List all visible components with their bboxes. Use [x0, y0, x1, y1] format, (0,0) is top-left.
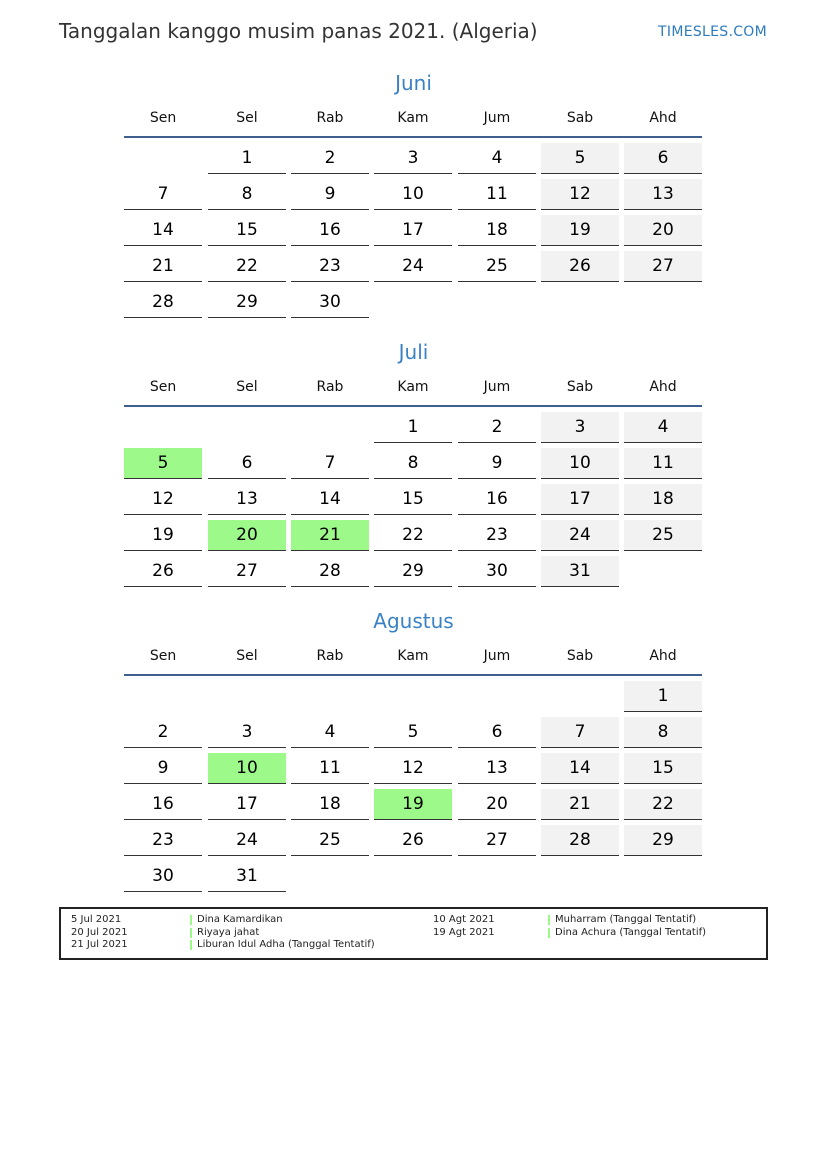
day-cell: 9	[458, 448, 536, 479]
day-cell: 16	[458, 484, 536, 515]
day-cell: 4	[291, 717, 369, 748]
day-cell: 23	[124, 825, 202, 856]
day-cell: 29	[374, 556, 452, 587]
weekday-header: Kam	[397, 110, 429, 126]
day-cell: 30	[291, 287, 369, 318]
day-cell: 1	[208, 143, 286, 174]
day-cell: 28	[541, 825, 619, 856]
day-cell: 20	[458, 789, 536, 820]
day-cell: 2	[458, 412, 536, 443]
brand-link[interactable]: TIMESLES.COM	[658, 24, 767, 40]
day-cell: 19	[541, 215, 619, 246]
day-cell: 27	[624, 251, 702, 282]
day-cell: 12	[374, 753, 452, 784]
day-cell: 13	[208, 484, 286, 515]
day-cell: 26	[124, 556, 202, 587]
day-cell: 13	[624, 179, 702, 210]
day-cell: 30	[124, 861, 202, 892]
day-cell: 19	[124, 520, 202, 551]
legend-date: 20 Jul 2021	[71, 927, 128, 938]
day-cell: 28	[291, 556, 369, 587]
weekday-header: Sel	[236, 110, 258, 126]
month-title: Juli	[398, 340, 429, 364]
weekday-header: Sen	[149, 110, 177, 126]
day-cell: 7	[124, 179, 202, 210]
day-cell: 6	[208, 448, 286, 479]
day-cell: 4	[458, 143, 536, 174]
day-cell: 28	[124, 287, 202, 318]
weekday-header: Sel	[236, 648, 258, 664]
legend-date: 19 Agt 2021	[433, 927, 495, 938]
month-title: Agustus	[373, 609, 454, 633]
legend-date: 5 Jul 2021	[71, 914, 122, 925]
weekday-header: Sab	[566, 379, 594, 395]
day-cell: 16	[124, 789, 202, 820]
day-cell: 25	[624, 520, 702, 551]
day-cell: 12	[541, 179, 619, 210]
day-cell: 10	[541, 448, 619, 479]
day-cell: 10	[208, 753, 286, 784]
header-rule	[124, 405, 702, 407]
day-cell: 22	[374, 520, 452, 551]
legend-date: 10 Agt 2021	[433, 914, 495, 925]
day-cell: 3	[208, 717, 286, 748]
legend-name: Riyaya jahat	[197, 927, 260, 938]
day-cell: 27	[458, 825, 536, 856]
legend-marker	[190, 928, 192, 938]
weekday-header: Sab	[566, 648, 594, 664]
day-cell: 9	[124, 753, 202, 784]
day-cell: 19	[374, 789, 452, 820]
day-cell: 23	[458, 520, 536, 551]
day-cell: 14	[541, 753, 619, 784]
day-cell: 14	[124, 215, 202, 246]
weekday-header: Ahd	[649, 379, 677, 395]
weekday-header: Ahd	[649, 110, 677, 126]
day-cell: 21	[124, 251, 202, 282]
day-cell: 16	[291, 215, 369, 246]
day-cell: 5	[374, 717, 452, 748]
legend-marker	[190, 940, 192, 950]
day-cell: 1	[374, 412, 452, 443]
weekday-header: Jum	[483, 648, 511, 664]
day-cell: 20	[624, 215, 702, 246]
day-cell: 17	[208, 789, 286, 820]
day-cell: 13	[458, 753, 536, 784]
legend-date: 21 Jul 2021	[71, 939, 128, 950]
day-cell: 3	[374, 143, 452, 174]
day-cell: 2	[124, 717, 202, 748]
day-cell: 24	[541, 520, 619, 551]
weekday-header: Sen	[149, 379, 177, 395]
day-cell: 30	[458, 556, 536, 587]
weekday-header: Kam	[397, 648, 429, 664]
day-cell: 7	[291, 448, 369, 479]
weekday-header: Sen	[149, 648, 177, 664]
day-cell: 6	[624, 143, 702, 174]
day-cell: 5	[541, 143, 619, 174]
day-cell: 25	[458, 251, 536, 282]
header-rule	[124, 674, 702, 676]
weekday-header: Rab	[316, 379, 344, 395]
weekday-header: Ahd	[649, 648, 677, 664]
day-cell: 11	[291, 753, 369, 784]
weekday-header: Sab	[566, 110, 594, 126]
month-title: Juni	[395, 71, 432, 95]
page-title: Tanggalan kanggo musim panas 2021. (Algeria)	[59, 19, 538, 43]
day-cell: 22	[208, 251, 286, 282]
day-cell: 29	[624, 825, 702, 856]
weekday-header: Jum	[483, 379, 511, 395]
day-cell: 26	[541, 251, 619, 282]
day-cell: 17	[374, 215, 452, 246]
day-cell: 26	[374, 825, 452, 856]
holiday-legend	[59, 907, 768, 960]
day-cell: 31	[208, 861, 286, 892]
day-cell: 5	[124, 448, 202, 479]
day-cell: 18	[291, 789, 369, 820]
day-cell: 2	[291, 143, 369, 174]
day-cell: 23	[291, 251, 369, 282]
day-cell: 20	[208, 520, 286, 551]
day-cell: 9	[291, 179, 369, 210]
weekday-header: Jum	[483, 110, 511, 126]
header-rule	[124, 136, 702, 138]
legend-name: Liburan Idul Adha (Tanggal Tentatif)	[197, 939, 375, 950]
day-cell: 1	[624, 681, 702, 712]
day-cell: 10	[374, 179, 452, 210]
day-cell: 22	[624, 789, 702, 820]
weekday-header: Rab	[316, 110, 344, 126]
legend-marker	[548, 928, 550, 938]
day-cell: 24	[208, 825, 286, 856]
legend-name: Muharram (Tanggal Tentatif)	[555, 914, 697, 925]
day-cell: 15	[374, 484, 452, 515]
day-cell: 7	[541, 717, 619, 748]
legend-marker	[548, 915, 550, 925]
day-cell: 27	[208, 556, 286, 587]
legend-marker	[190, 915, 192, 925]
day-cell: 17	[541, 484, 619, 515]
day-cell: 11	[624, 448, 702, 479]
day-cell: 31	[541, 556, 619, 587]
weekday-header: Rab	[316, 648, 344, 664]
day-cell: 6	[458, 717, 536, 748]
legend-name: Dina Kamardikan	[197, 914, 283, 925]
day-cell: 15	[624, 753, 702, 784]
legend-name: Dina Achura (Tanggal Tentatif)	[555, 927, 707, 938]
weekday-header: Sel	[236, 379, 258, 395]
day-cell: 14	[291, 484, 369, 515]
day-cell: 15	[208, 215, 286, 246]
day-cell: 8	[624, 717, 702, 748]
day-cell: 8	[208, 179, 286, 210]
day-cell: 21	[541, 789, 619, 820]
day-cell: 8	[374, 448, 452, 479]
day-cell: 12	[124, 484, 202, 515]
weekday-header: Kam	[397, 379, 429, 395]
day-cell: 21	[291, 520, 369, 551]
day-cell: 11	[458, 179, 536, 210]
day-cell: 4	[624, 412, 702, 443]
day-cell: 24	[374, 251, 452, 282]
day-cell: 25	[291, 825, 369, 856]
day-cell: 18	[624, 484, 702, 515]
day-cell: 29	[208, 287, 286, 318]
day-cell: 3	[541, 412, 619, 443]
day-cell: 18	[458, 215, 536, 246]
